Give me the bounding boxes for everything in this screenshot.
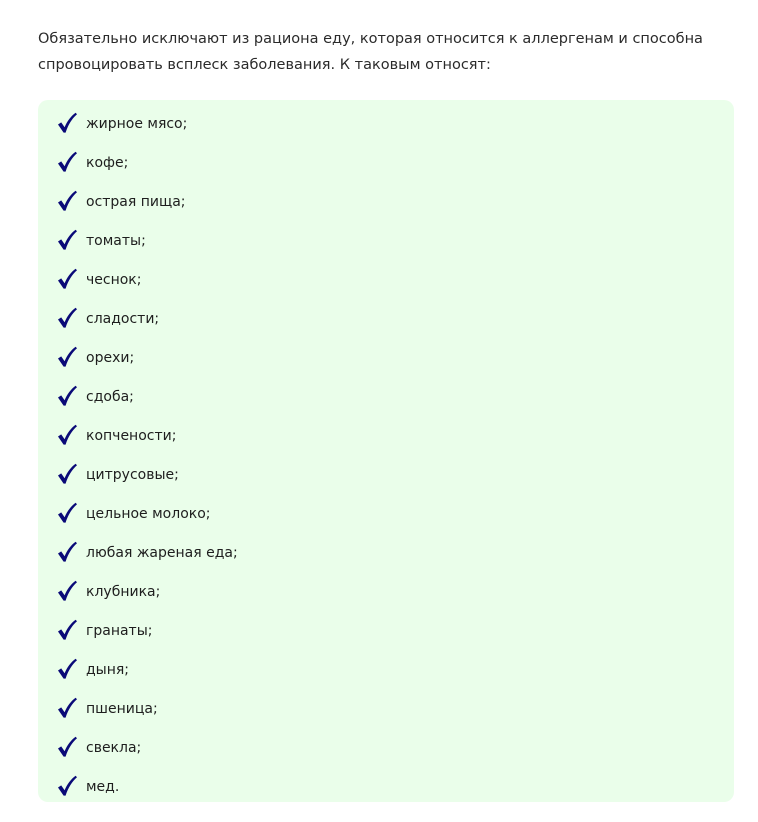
list-item <box>38 731 734 770</box>
list-item <box>38 263 734 302</box>
list-item-label: жирное мясо; <box>86 116 188 132</box>
list-item-label: копчености; <box>86 428 177 444</box>
check-icon <box>56 190 78 212</box>
list-item-label: чеснок; <box>86 272 142 288</box>
check-icon <box>56 541 78 563</box>
allergen-list-box <box>38 100 734 802</box>
list-item <box>38 653 734 692</box>
list-item-label: гранаты; <box>86 623 153 639</box>
list-item <box>38 185 734 224</box>
check-icon <box>56 151 78 173</box>
list-item <box>38 380 734 419</box>
check-icon <box>56 658 78 680</box>
check-icon <box>56 424 78 446</box>
list-item-label: дыня; <box>86 662 130 678</box>
check-icon <box>56 502 78 524</box>
list-item-label: цельное молоко; <box>86 506 211 522</box>
list-item-label: любая жареная еда; <box>86 545 238 561</box>
list-item-label: мед. <box>86 779 120 795</box>
list-item-label: сдоба; <box>86 389 134 405</box>
list-item-label: орехи; <box>86 350 135 366</box>
check-icon <box>56 346 78 368</box>
list-item-label: томаты; <box>86 233 146 249</box>
allergen-list <box>38 107 734 809</box>
check-icon <box>56 112 78 134</box>
check-icon <box>56 463 78 485</box>
list-item <box>38 146 734 185</box>
check-icon <box>56 268 78 290</box>
list-item <box>38 224 734 263</box>
list-item-label: цитрусовые; <box>86 467 179 483</box>
list-item-label: пшеница; <box>86 701 158 717</box>
check-icon <box>56 697 78 719</box>
check-icon <box>56 229 78 251</box>
list-item <box>38 341 734 380</box>
list-item <box>38 302 734 341</box>
check-icon <box>56 385 78 407</box>
list-item-label: кофе; <box>86 155 129 171</box>
list-item <box>38 458 734 497</box>
list-item-label: клубника; <box>86 584 161 600</box>
list-item <box>38 770 734 809</box>
list-item <box>38 419 734 458</box>
check-icon <box>56 580 78 602</box>
list-item <box>38 614 734 653</box>
check-icon <box>56 775 78 797</box>
check-icon <box>56 307 78 329</box>
list-item <box>38 107 734 146</box>
check-icon <box>56 736 78 758</box>
list-item-label: сладости; <box>86 311 160 327</box>
list-item <box>38 497 734 536</box>
list-item <box>38 692 734 731</box>
list-item <box>38 575 734 614</box>
list-item-label: свекла; <box>86 740 142 756</box>
list-item-label: острая пища; <box>86 194 186 210</box>
list-item <box>38 536 734 575</box>
check-icon <box>56 619 78 641</box>
intro-paragraph: Обязательно исключают из рациона еду, которая относится к аллергенам и способна спровоцировать всплеск заболевания. К таковым относят: <box>38 31 703 73</box>
